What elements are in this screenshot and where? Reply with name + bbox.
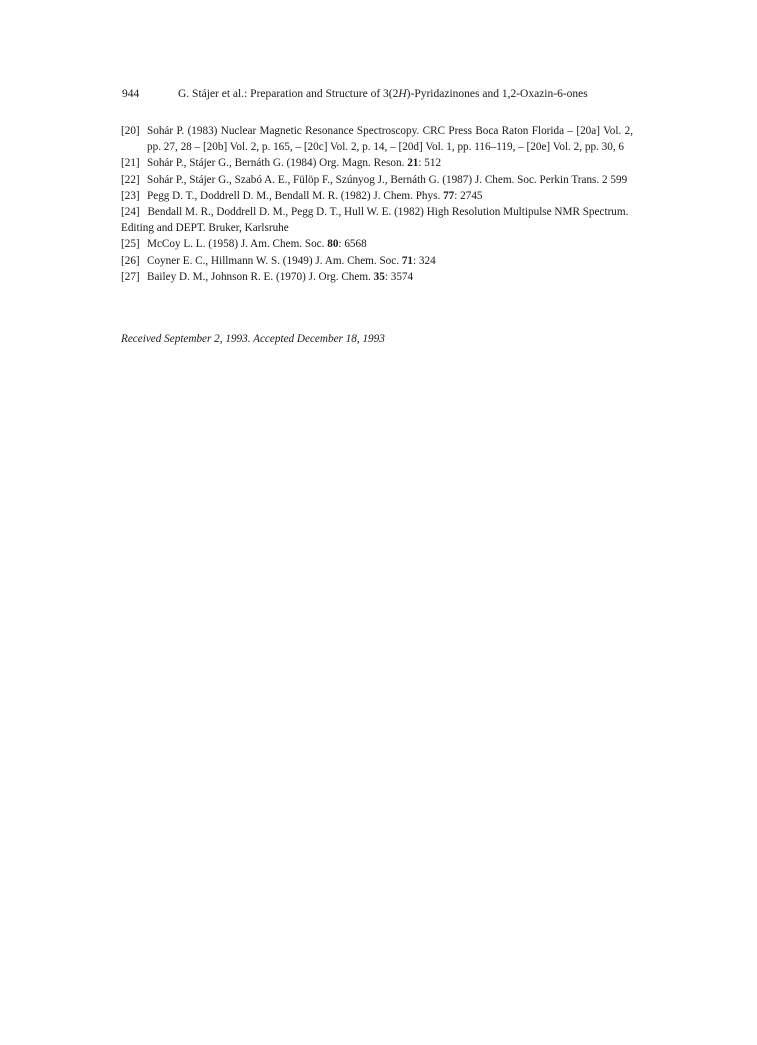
reference-number: [27]	[121, 270, 140, 283]
received-accepted-dates: Received September 2, 1993. Accepted December 18, 1993	[121, 333, 385, 345]
reference-number: [26]	[121, 254, 140, 267]
reference-item	[121, 188, 633, 204]
reference-text: Bendall M. R., Doddrell D. M., Pegg D. T., Hull W. E. (1982) High Resolution Multipulse NMR Spectrum. Editing and DEPT. Bruker, Karlsruhe	[121, 206, 629, 235]
volume-number: 80	[327, 238, 339, 251]
header-title-part: G. Stájer et al.: Preparation and Structure of 3(2	[178, 88, 399, 100]
reference-text: Sohár P., Stájer G., Szabó A. E., Fülöp F., Szúnyog J., Bernáth G. (1987) J. Chem. Soc. Perkin Trans. 2 599	[147, 173, 628, 186]
page-number: 944	[122, 88, 140, 100]
header-title-italic: H	[398, 88, 407, 100]
reference-item	[121, 269, 633, 285]
reference-text: Coyner E. C., Hillmann W. S. (1949) J. Am. Chem. Soc. 71: 324	[147, 254, 436, 267]
reference-text: Sohár P., Stájer G., Bernáth G. (1984) Org. Magn. Reson. 21: 512	[147, 157, 442, 170]
volume-number: 71	[401, 254, 414, 267]
volume-number: 21	[407, 157, 419, 170]
running-header	[122, 88, 588, 100]
reference-text: Bailey D. M., Johnson R. E. (1970) J. Org. Chem. 35: 3574	[147, 270, 414, 283]
reference-number: [25]	[121, 238, 140, 251]
reference-number: [22]	[121, 173, 140, 186]
reference-text: McCoy L. L. (1958) J. Am. Chem. Soc. 80: 6568	[147, 238, 367, 251]
reference-text: Sohár P. (1983) Nuclear Magnetic Resonance Spectroscopy. CRC Press Boca Raton Florida – [20a] Vol. 2, pp. 27, 28 – [20b] Vol. 2, p. 165, – [20c] Vol. 2, p. 14, – [20d] Vol. 1, pp. 116–119, – [20e] Vol. 2, pp. 30, 6	[147, 125, 633, 154]
reference-item	[121, 123, 633, 155]
header-title-part: )-Pyridazinones and 1,2-Oxazin-6-ones	[406, 88, 588, 100]
reference-number: [23]	[121, 189, 140, 202]
reference-number: [21]	[121, 157, 140, 170]
reference-item	[121, 236, 633, 252]
reference-item	[121, 172, 633, 188]
reference-number: [24]	[121, 206, 140, 219]
reference-list	[121, 123, 633, 285]
reference-item	[121, 155, 633, 171]
reference-text: Pegg D. T., Doddrell D. M., Bendall M. R. (1982) J. Chem. Phys. 77: 2745	[147, 189, 483, 202]
volume-number: 77	[443, 189, 455, 202]
reference-item	[121, 204, 633, 236]
volume-number: 35	[373, 270, 385, 283]
reference-item	[121, 253, 633, 269]
reference-number: [20]	[121, 125, 140, 137]
